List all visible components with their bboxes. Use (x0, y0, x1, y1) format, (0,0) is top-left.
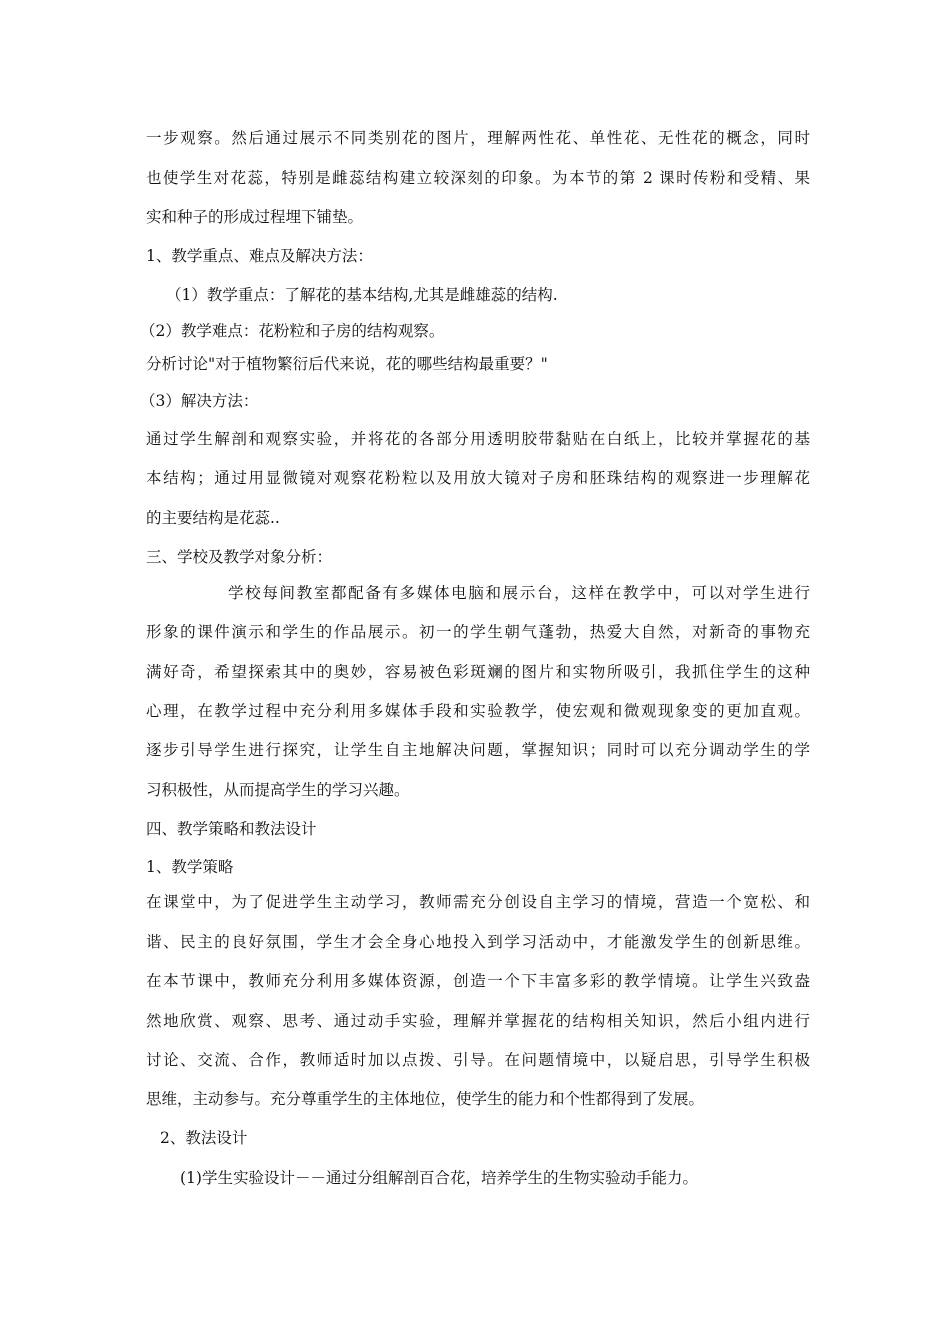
section-heading: 三、学校及教学对象分析： (146, 548, 333, 566)
paragraph-line: 在本节课中，教师充分利用多媒体资源，创造一个下丰富多彩的教学情境。让学生兴致盎 (146, 972, 810, 990)
paragraph-line: 通过学生解剖和观察实验，并将花的各部分用透明胶带黏贴在白纸上，比较并掌握花的基 (146, 430, 810, 448)
paragraph-line: 实和种子的形成过程埋下铺垫。 (146, 208, 364, 226)
paragraph-line: 在课堂中，为了促进学生主动学习，教师需充分创设自主学习的情境，营造一个宽松、和 (146, 893, 810, 911)
list-item: (1)学生实验设计－－通过分组解剖百合花，培养学生的生物实验动手能力。 (180, 1169, 698, 1187)
subsection-heading: 1、教学策略 (146, 858, 234, 876)
list-item: （1）教学重点：了解花的基本结构,尤其是雌雄蕊的结构. (166, 286, 558, 304)
paragraph-line: 然地欣赏、观察、思考、通过动手实验，理解并掌握花的结构相关知识，然后小组内进行 (146, 1012, 810, 1030)
section-heading: 四、教学策略和教法设计 (146, 820, 317, 838)
paragraph-line: 讨论、交流、合作，教师适时加以点拨、引导。在问题情境中，以疑启思，引导学生积极 (146, 1051, 810, 1069)
paragraph-line: 逐步引导学生进行探究，让学生自主地解决问题，掌握知识；同时可以充分调动学生的学 (146, 741, 810, 759)
subsection-heading: 2、教法设计 (160, 1129, 248, 1147)
paragraph-line: 的主要结构是花蕊.. (146, 509, 280, 527)
list-item: （3）解决方法： (140, 392, 259, 410)
paragraph-line: 一步观察。然后通过展示不同类别花的图片，理解两性花、单性花、无性花的概念，同时 (146, 129, 810, 147)
paragraph-line: 形象的课件演示和学生的作品展示。初一的学生朝气蓬勃，热爱大自然，对新奇的事物充 (146, 623, 810, 641)
paragraph-line: 本结构；通过用显微镜对观察花粉粒以及用放大镜对子房和胚珠结构的观察进一步理解花 (146, 469, 810, 487)
paragraph-line: 学校每间教室都配备有多媒体电脑和展示台，这样在教学中，可以对学生进行 (228, 584, 810, 602)
list-item: （2）教学难点：花粉粒和子房的结构观察。 (140, 322, 445, 340)
paragraph-line: 心理，在教学过程中充分利用多媒体手段和实验教学，使宏观和微观现象变的更加直观。 (146, 702, 810, 720)
paragraph-line: 分析讨论"对于植物繁衍后代来说，花的哪些结构最重要？" (146, 355, 548, 373)
paragraph-line: 满好奇，希望探索其中的奥妙，容易被色彩斑斓的图片和实物所吸引，我抓住学生的这种 (146, 663, 810, 681)
paragraph-line: 思维，主动参与。充分尊重学生的主体地位，使学生的能力和个性都得到了发展。 (146, 1090, 705, 1108)
paragraph-line: 习积极性，从而提高学生的学习兴趣。 (146, 781, 410, 799)
paragraph-line: 谐、民主的良好氛围，学生才会全身心地投入到学习活动中，才能激发学生的创新思维。 (146, 933, 810, 951)
paragraph-line: 也使学生对花蕊，特别是雌蕊结构建立较深刻的印象。为本节的第 2 课时传粉和受精、果 (146, 169, 810, 187)
section-heading: 1、教学重点、难点及解决方法： (146, 247, 373, 265)
